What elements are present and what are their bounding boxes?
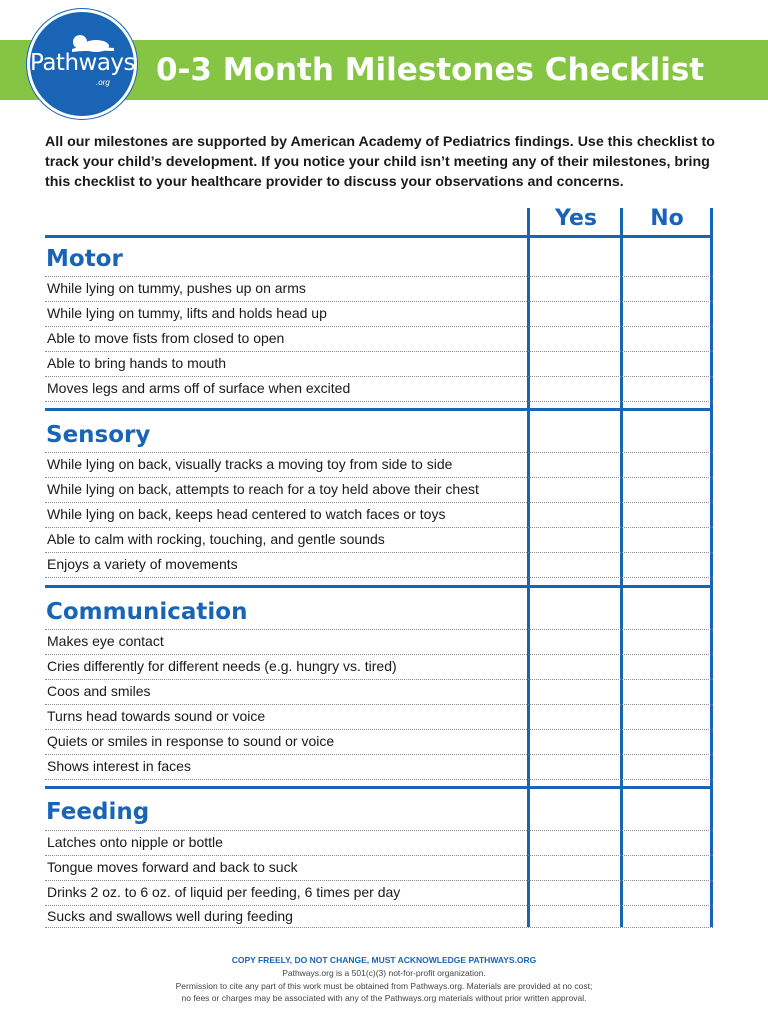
milestone-item: While lying on back, visually tracks a moving toy from side to side	[47, 456, 453, 472]
row-separator	[45, 927, 713, 928]
logo-sub: .org	[96, 78, 110, 87]
milestone-item: Able to move fists from closed to open	[47, 330, 285, 346]
milestone-item: Quiets or smiles in response to sound or voice	[47, 733, 335, 749]
milestone-item: Cries differently for different needs (e.g. hungry vs. tired)	[47, 658, 397, 674]
row-separator	[45, 326, 713, 327]
pathways-logo	[27, 9, 137, 119]
row-separator	[45, 577, 713, 578]
milestone-item: Turns head towards sound or voice	[47, 708, 266, 724]
row-separator	[45, 276, 713, 277]
row-separator	[45, 654, 713, 655]
milestone-item: Tongue moves forward and back to suck	[47, 859, 298, 875]
milestone-item: Latches onto nipple or bottle	[47, 834, 223, 850]
milestone-item: While lying on back, attempts to reach for a toy held above their chest	[47, 481, 479, 497]
section-divider	[45, 585, 713, 588]
milestone-item: While lying on tummy, lifts and holds head up	[47, 305, 327, 321]
milestone-item: Drinks 2 oz. to 6 oz. of liquid per feeding, 6 times per day	[47, 884, 401, 900]
milestone-item: Able to bring hands to mouth	[47, 355, 227, 371]
column-header-no: No	[650, 206, 684, 231]
row-separator	[45, 830, 713, 831]
section-title-motor: Motor	[46, 246, 123, 272]
row-separator	[45, 704, 713, 705]
section-divider	[45, 235, 713, 238]
footer-line: no fees or charges may be associated with any of the Pathways.org materials without prior written approval.	[181, 993, 587, 1003]
row-separator	[45, 754, 713, 755]
row-separator	[45, 452, 713, 453]
page-title: 0-3 Month Milestones Checklist	[156, 52, 705, 88]
milestone-item: While lying on tummy, pushes up on arms	[47, 280, 306, 296]
section-title-communication: Communication	[46, 599, 248, 625]
row-separator	[45, 351, 713, 352]
milestone-item: Coos and smiles	[47, 683, 151, 699]
row-separator	[45, 729, 713, 730]
milestone-item: Enjoys a variety of movements	[47, 556, 238, 572]
milestone-item: Able to calm with rocking, touching, and gentle sounds	[47, 531, 385, 547]
row-separator	[45, 855, 713, 856]
section-divider	[45, 408, 713, 411]
column-divider	[620, 208, 623, 927]
row-separator	[45, 477, 713, 478]
footer-copy-notice: COPY FREELY, DO NOT CHANGE, MUST ACKNOWLEDGE PATHWAYS.ORG	[231, 955, 537, 965]
milestone-item: Makes eye contact	[47, 633, 164, 649]
row-separator	[45, 880, 713, 881]
row-separator	[45, 552, 713, 553]
row-separator	[45, 779, 713, 780]
row-separator	[45, 401, 713, 402]
footer-line: Pathways.org is a 501(c)(3) not-for-profit organization.	[282, 968, 486, 978]
milestone-item: Moves legs and arms off of surface when excited	[47, 380, 351, 396]
row-separator	[45, 502, 713, 503]
milestone-item: Shows interest in faces	[47, 758, 191, 774]
row-separator	[45, 376, 713, 377]
logo-text: Pathways	[30, 50, 136, 76]
section-title-sensory: Sensory	[46, 422, 151, 448]
column-divider	[527, 208, 530, 927]
section-divider	[45, 786, 713, 789]
milestone-item: Sucks and swallows well during feeding	[47, 908, 293, 924]
section-title-feeding: Feeding	[46, 799, 150, 825]
milestone-item: While lying on back, keeps head centered to watch faces or toys	[47, 506, 446, 522]
column-header-yes: Yes	[555, 206, 597, 231]
row-separator	[45, 629, 713, 630]
column-divider	[710, 208, 713, 927]
row-separator	[45, 301, 713, 302]
intro-text: All our milestones are supported by American Academy of Pediatrics findings. Use this checklist to track your child’s development. If you notice your child isn’t meeting any of their milestones, bring this checklist to your healthcare provider to discuss your observations and concerns.	[45, 134, 715, 190]
footer-line: Permission to cite any part of this work must be obtained from Pathways.org. Materials are provided at no cost;	[175, 981, 593, 991]
row-separator	[45, 679, 713, 680]
row-separator	[45, 527, 713, 528]
